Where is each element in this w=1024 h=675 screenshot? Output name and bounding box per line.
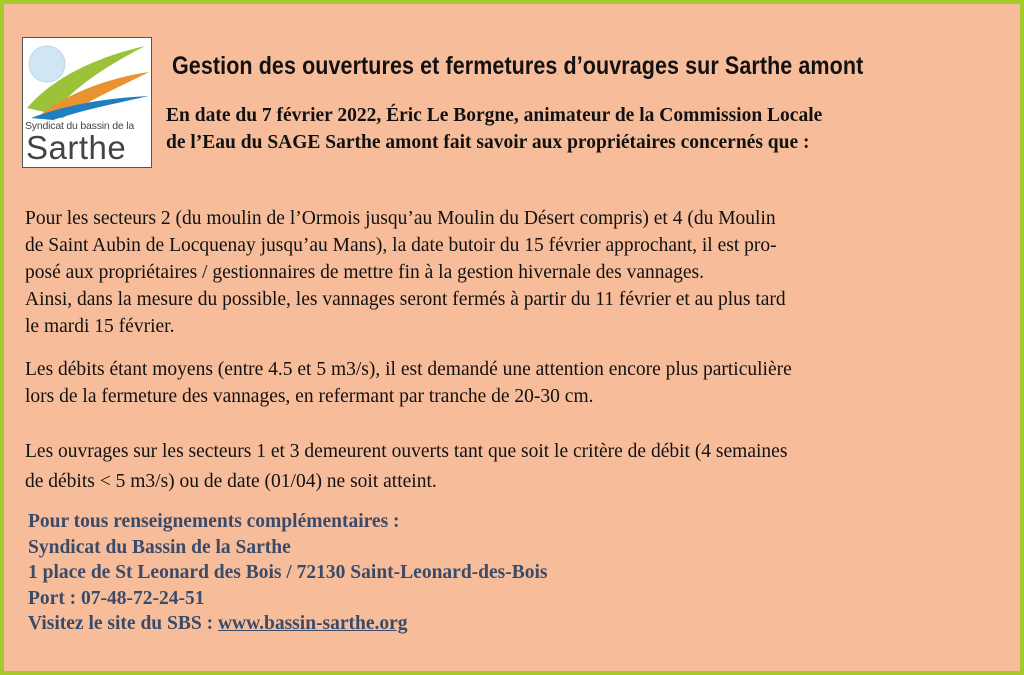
paragraph-sectors-2-4 [25, 205, 991, 340]
paragraph-flow-rates [25, 356, 991, 410]
contact-heading: Pour tous renseignements complémentaires : [28, 511, 400, 532]
paragraph-line: posé aux propriétaires / gestionnaires de mettre fin à la gestion hivernale des vannages. [25, 262, 705, 283]
contact-block [28, 509, 548, 637]
paragraph-line: lors de la fermeture des vannages, en refermant par tranche de 20-30 cm. [25, 386, 594, 407]
contact-organization: Syndicat du Bassin de la Sarthe [28, 536, 291, 558]
paragraph-line: Les débits étant moyens (entre 4.5 et 5 m3/s), il est demandé une attention encore plus particulière [25, 359, 792, 380]
paragraph-line: Pour les secteurs 2 (du moulin de l’Ormois jusqu’au Moulin du Désert compris) et 4 (du Moulin [25, 208, 776, 229]
contact-website [28, 611, 548, 637]
notice-panel [4, 4, 1020, 671]
paragraph-line: le mardi 15 février. [25, 316, 175, 337]
paragraph-line: Ainsi, dans la mesure du possible, les vannages seront fermés à partir du 11 février et au plus tard [25, 289, 786, 310]
logo-caption: Syndicat du bassin de la [25, 120, 135, 132]
sarthe-logo [22, 37, 152, 168]
paragraph-sectors-1-3 [25, 437, 991, 497]
paragraph-line: de Saint Aubin de Locquenay jusqu’au Mans), la date butoir du 15 février approchant, il est pro- [25, 235, 777, 256]
paragraph-line: de débits < 5 m3/s) ou de date (01/04) ne soit atteint. [25, 471, 437, 492]
paragraph-line: Les ouvrages sur les secteurs 1 et 3 demeurent ouverts tant que soit le critère de débit (4 semaines [25, 441, 788, 462]
contact-address: 1 place de St Leonard des Bois / 72130 Saint-Leonard-des-Bois [28, 562, 548, 583]
intro-text [166, 102, 996, 156]
intro-line: de l’Eau du SAGE Sarthe amont fait savoir aux propriétaires concernés que : [166, 132, 810, 153]
website-prefix: Visitez le site du SBS : [28, 613, 218, 634]
logo-wordmark: Sarthe [26, 129, 127, 166]
website-link[interactable]: www.bassin-sarthe.org [217, 613, 408, 634]
contact-phone: Port : 07-48-72-24-51 [28, 587, 205, 609]
page-title: Gestion des ouvertures et fermetures d’ouvrages sur Sarthe amont [172, 52, 864, 80]
intro-line: En date du 7 février 2022, Éric Le Borgne, animateur de la Commission Locale [166, 105, 823, 126]
